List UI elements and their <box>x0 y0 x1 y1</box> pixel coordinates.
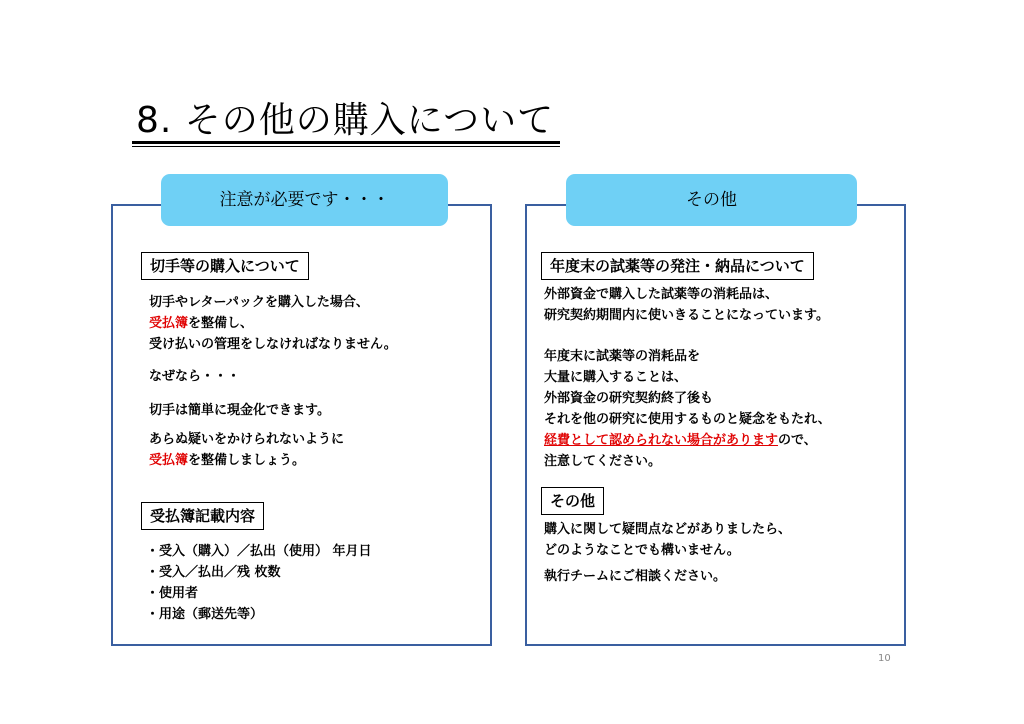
list-item: ・用途（郵送先等） <box>146 607 264 622</box>
ledger-contents-list <box>146 541 372 625</box>
stamps-line-2: 受払簿を整備し、 <box>149 316 254 331</box>
ledger-emphasis-2: 受払簿 <box>149 453 189 468</box>
other-paragraph-1: 購入に関して疑問点などがありましたら、 どのようなことでも構いません。 <box>544 522 792 558</box>
list-item: ・受入／払出／残 枚数 <box>146 565 281 580</box>
stamps-closing-paragraph <box>149 429 344 471</box>
stamps-line-4: あらぬ疑いをかけられないように <box>149 432 345 447</box>
reason-text: 切手は簡単に現金化できます。 <box>149 403 330 418</box>
title-underline-thick <box>132 141 560 144</box>
list-item: ・使用者 <box>146 586 199 601</box>
other-paragraph-2: 執行チームにご相談ください。 <box>544 569 727 584</box>
stamps-line-1: 切手やレターパックを購入した場合、 <box>149 295 369 310</box>
why-text: なぜなら・・・ <box>149 369 241 384</box>
warning-emphasis: 経費として認められない場合があります <box>544 433 779 448</box>
other-section-heading: その他 <box>541 487 604 515</box>
right-panel-tab: その他 <box>566 174 857 226</box>
stamps-line-3: 受け払いの管理をしなければなりません。 <box>149 337 397 352</box>
ledger-emphasis: 受払簿 <box>149 316 189 331</box>
page-number: 10 <box>878 653 891 664</box>
title-underline-thin <box>132 146 560 147</box>
year-end-paragraph-1: 外部資金で購入した試薬等の消耗品は、 研究契約期間内に使いきることになっています。 <box>544 287 829 323</box>
year-end-paragraph-2: 年度末に試薬等の消耗品を 大量に購入することは、 外部資金の研究契約終了後も それを他の研究に使用するものと疑念をもたれ、 経費として認められない場合がありますので、 注意してください。 <box>544 349 831 469</box>
year-end-section-heading: 年度末の試薬等の発注・納品について <box>541 252 814 280</box>
stamps-intro-paragraph <box>149 292 397 355</box>
slide-title: 8. その他の購入について <box>136 100 555 141</box>
list-item: ・受入（購入）／払出（使用） 年月日 <box>146 544 372 559</box>
left-panel-tab: 注意が必要です・・・ <box>161 174 448 226</box>
ledger-contents-heading: 受払簿記載内容 <box>141 502 264 530</box>
stamps-line-5: 受払簿を整備しましょう。 <box>149 453 306 468</box>
stamps-section-heading: 切手等の購入について <box>141 252 309 280</box>
